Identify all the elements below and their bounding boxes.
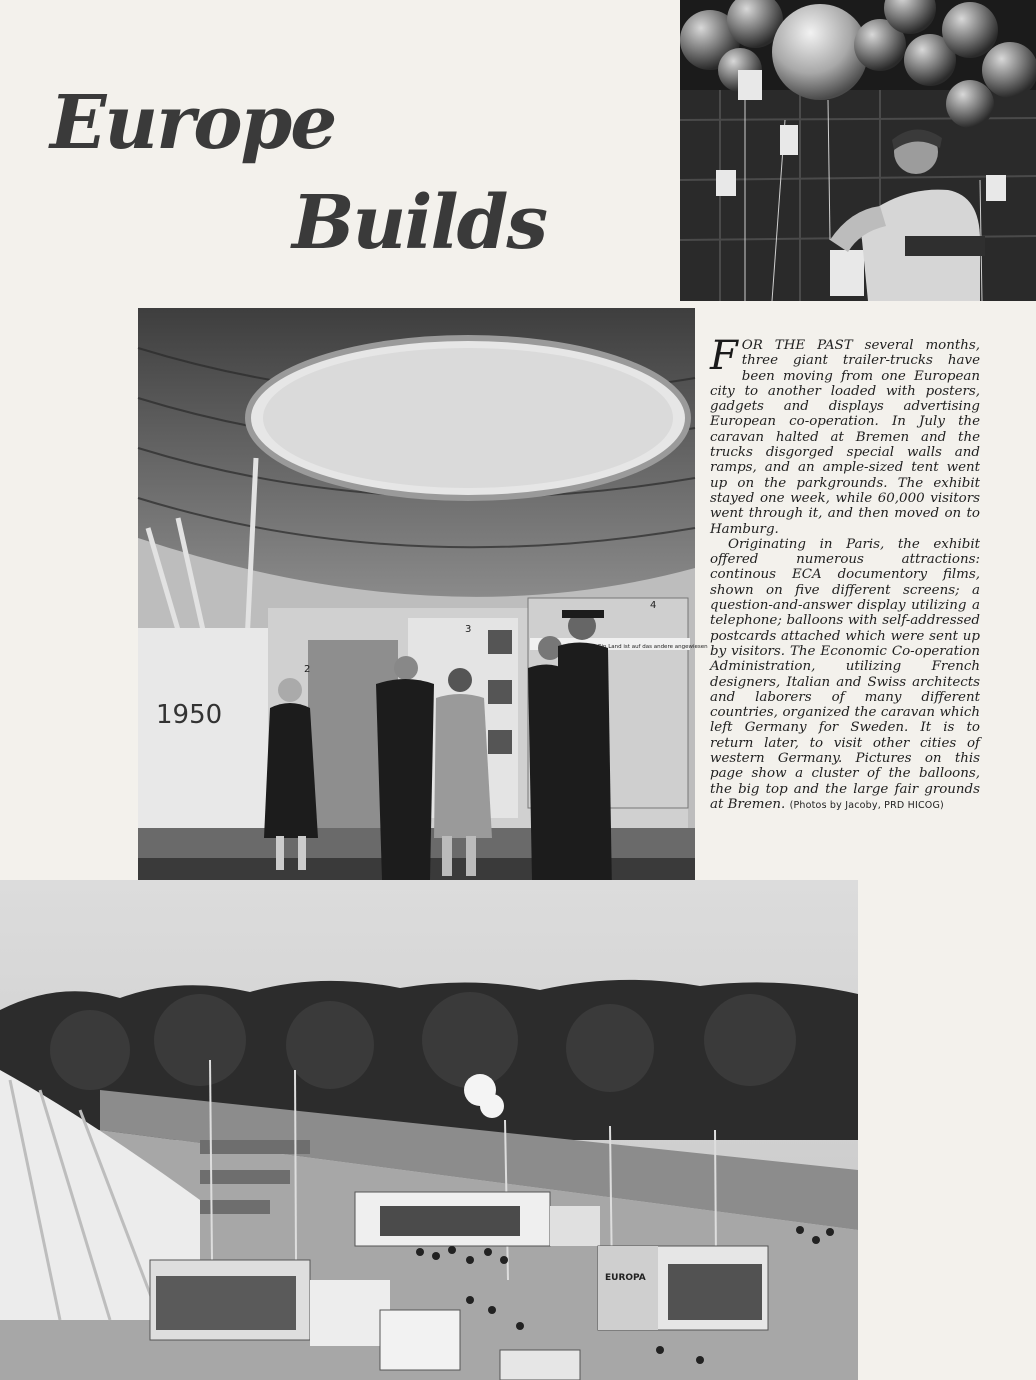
lead-in-caps: OR THE PAST — [741, 338, 853, 353]
article-paragraph-2 — [710, 537, 980, 813]
title-europe: Europe — [50, 80, 336, 166]
fairgrounds-photo — [0, 880, 858, 1380]
article-paragraph-1 — [710, 333, 981, 537]
paragraph-1-text: several months, three giant trailer-trucks have been moving from one European city to another loaded with posters, gadgets and displays advertising European co-operation. In July the caravan halted at Bremen and the trucks disgorged special walls and ramps, and an ample-sized tent went up on the parkgrounds. The exhibit stayed one week, while 60,000 visitors went through it, and then moved on to Hamburg. — [710, 338, 981, 537]
exhibit-tent-photo — [138, 308, 708, 936]
article-body — [710, 333, 981, 813]
exhibit-banner-text: Ein Land ist auf das andere angewiesen — [598, 644, 708, 650]
balloons-illustration — [680, 0, 1036, 301]
photo-credit: (Photos by Jacoby, PRD HICOG) — [789, 799, 944, 811]
truck-sign-europa: EUROPA — [605, 1273, 646, 1283]
title-builds: Builds — [292, 180, 546, 266]
dropcap-letter: F — [710, 333, 738, 379]
tent-interior-illustration — [138, 308, 708, 936]
balloons-cluster-photo — [680, 0, 1036, 301]
panel-number-2: 2 — [304, 664, 311, 675]
panel-number-3: 3 — [465, 624, 472, 635]
fairgrounds-illustration — [0, 880, 858, 1380]
panel-year-label: 1950 — [156, 700, 223, 730]
panel-number-4: 4 — [650, 600, 657, 611]
paragraph-2-text: Originating in Paris, the exhibit offered numerous attractions: continous ECA documentory films, shown on five different screens; a question-and-answer display utilizing a telephone; balloons with self-addressed postcards attached which were sent up by visitors. The Economic Co-operation Administration, utilizing French designers, Italian and Swiss architects and laborers of many different countries, organized the caravan which left Germany for Sweden. It is to return later, to visit other cities of western Germany. Pictures on this page show a cluster of the balloons, the big top and the large fair grounds at Bremen. — [710, 536, 980, 812]
